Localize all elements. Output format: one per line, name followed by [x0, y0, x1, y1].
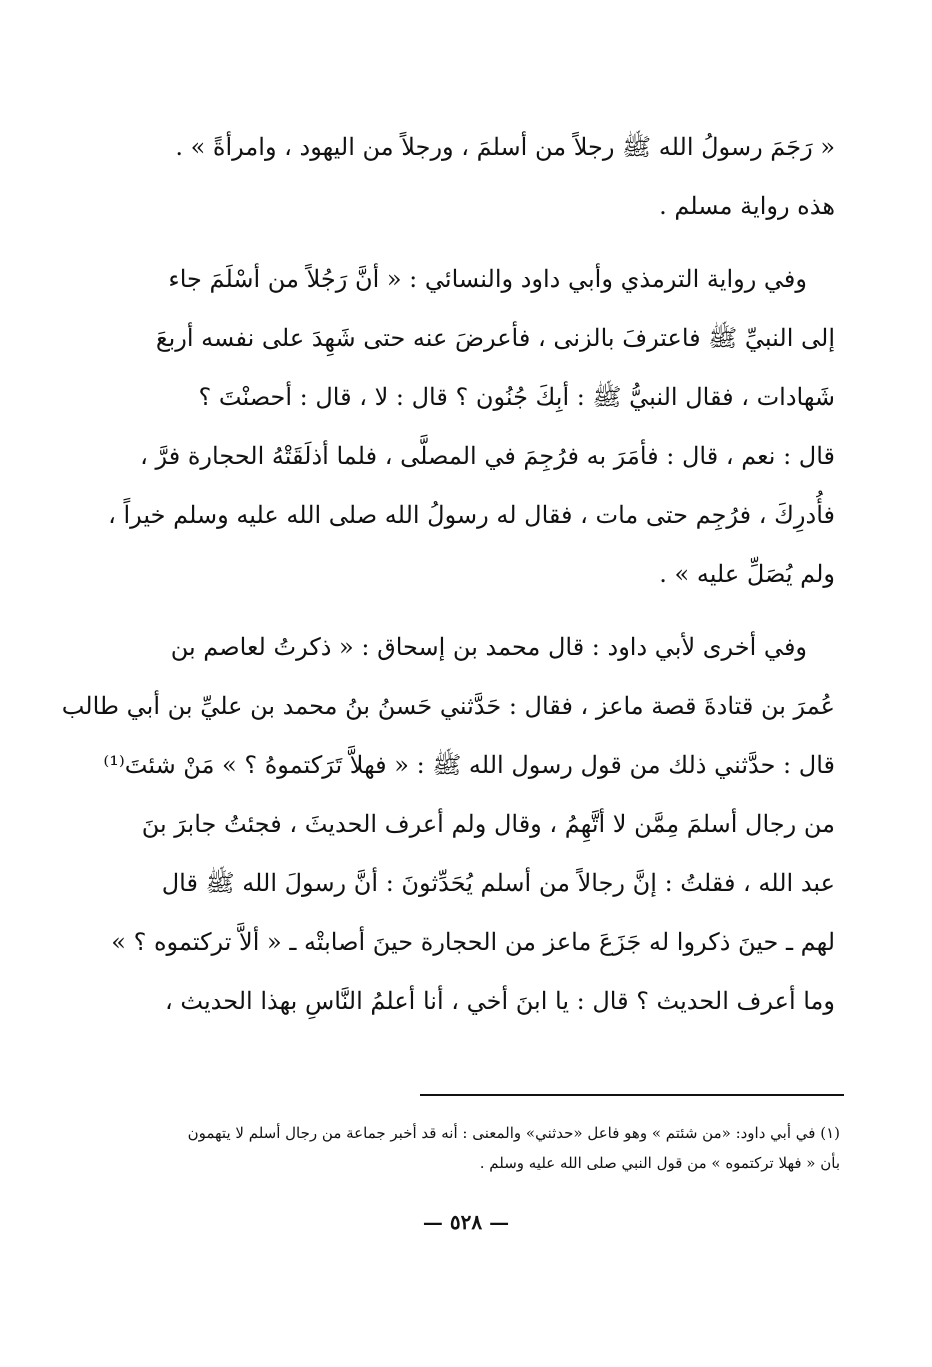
footnote-divider	[420, 1094, 844, 1096]
text-line: لهم ـ حينَ ذكروا له جَزَعَ ماعز من الحجارة حينَ أصابتْه ـ « ألاَّ تركتموه ؟ »	[111, 928, 835, 956]
text-line: من رجال أسلمَ مِمَّن لا أتَّهِمُ ، وقال ولم أعرف الحديثَ ، فجئتُ جابرَ بنَ	[141, 810, 835, 838]
footnote-line: بأن « فهلا تركتموه » من قول النبي صلى الله عليه وسلم .	[479, 1154, 840, 1172]
paragraph-gap	[110, 604, 835, 618]
text-line: عُمرَ بن قتادةَ قصة ماعز ، فقال : حَدَّثني حَسنُ بنُ محمد بن عليِّ بن أبي طالب	[61, 692, 835, 720]
text-line: « رَجَمَ رسولُ الله ﷺ رجلاً من أسلمَ ، ورجلاً من اليهود ، وامرأةً » .	[175, 133, 835, 161]
text-line: وفي رواية الترمذي وأبي داود والنسائي : « أنَّ رَجُلاً من أسْلَمَ جاء	[168, 265, 807, 293]
footnotes	[110, 1118, 840, 1178]
text-line: قال : نعم ، قال : فأمَرَ به فرُجِمَ في المصلَّى ، فلما أذلَقَتْهُ الحجارة فرَّ ،	[140, 442, 835, 470]
text-line: هذه رواية مسلم .	[659, 192, 835, 220]
footnote-line: (١) في أبي داود: «من شئتم » وهو فاعل «حدثني» والمعنى : أنه قد أخبر جماعة من رجال أسلم لا يتهمون	[187, 1124, 840, 1142]
text-line: ولم يُصَلِّ عليه » .	[659, 560, 835, 588]
text-line: شَهادات ، فقال النبيُّ ﷺ : أبِكَ جُنُون ؟ قال : لا ، قال : أحصنْتَ ؟	[198, 383, 835, 411]
text-line: فأُدرِكَ ، فرُجِم حتى مات ، فقال له رسولُ الله صلى الله عليه وسلم خيراً ،	[108, 501, 835, 529]
text-line: وفي أخرى لأبي داود : قال محمد بن إسحاق : « ذكرتُ لعاصم بن	[170, 633, 807, 661]
text-line: قال : حدَّثني ذلك من قول رسول الله ﷺ : « فهلاَّ تَرَكتموهُ ؟ » مَنْ شئتَ⁽¹⁾	[103, 751, 835, 779]
text-line: إلى النبيِّ ﷺ فاعترفَ بالزنى ، فأعرضَ عنه حتى شَهِدَ على نفسه أربعَ	[155, 324, 835, 352]
paragraph-gap	[110, 236, 835, 250]
main-text	[61, 118, 835, 1031]
text-line: وما أعرف الحديث ؟ قال : يا ابنَ أخي ، أنا أعلمُ النَّاسِ بهذا الحديث ،	[165, 987, 835, 1015]
page-number: — ٥٢٨ —	[422, 1210, 510, 1234]
text-line: عبد الله ، فقلتُ : إنَّ رجالاً من أسلم يُحَدِّثونَ : أنَّ رسولَ الله ﷺ قال	[161, 869, 835, 897]
